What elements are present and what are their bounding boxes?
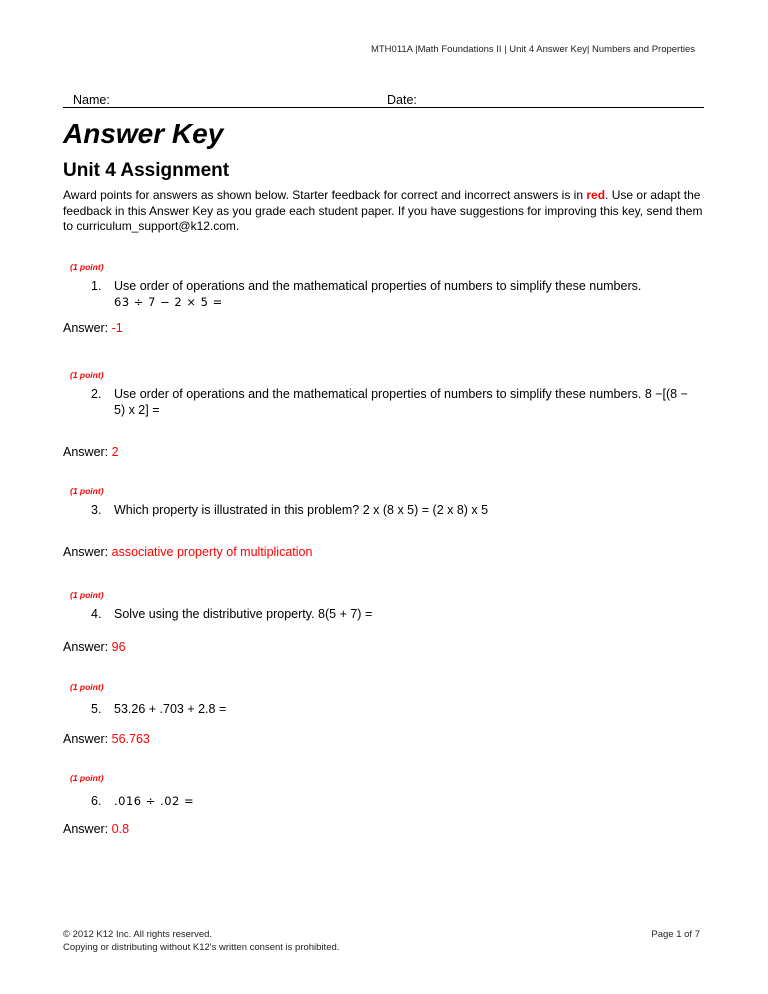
q3-answer [63, 545, 312, 559]
q2-answer-value: 2 [111, 445, 119, 459]
footer [63, 929, 339, 954]
assignment-subtitle: Unit 4 Assignment [63, 160, 230, 181]
q5-text: 53.26 + .703 + 2.8 = [114, 702, 227, 716]
q3-question [91, 503, 711, 519]
footer-copyright: © 2012 K12 Inc. All rights reserved. [63, 929, 213, 940]
date-label: Date: [387, 93, 417, 107]
q6-text: .016 ÷ .02 = [114, 794, 195, 808]
q1-expression: 63 ÷ 7 − 2 × 5 = [114, 294, 223, 309]
q2-answer [63, 445, 119, 459]
q6-number: 6. [91, 794, 102, 808]
q5-question [91, 702, 711, 718]
name-label: Name: [73, 93, 110, 107]
q1-answer-value: -1 [111, 321, 123, 335]
q5-number: 5. [91, 702, 102, 716]
q6-answer-label: Answer: [63, 822, 109, 836]
q4-points: (1 point) [70, 590, 104, 600]
q2-answer-label: Answer: [63, 445, 109, 459]
q3-text: Which property is illustrated in this problem? 2 x (8 x 5) = (2 x 8) x 5 [114, 503, 489, 517]
q1-answer-label: Answer: [63, 321, 109, 335]
intro-text-2: . Use or adapt the feedback in this Answer Key as you grade each student paper. If you have suggestions for improving this key, send them to curriculum_support@k12.com. [63, 188, 703, 233]
q5-answer-value: 56.763 [111, 732, 150, 746]
intro-paragraph [63, 188, 713, 235]
q2-question [91, 387, 711, 418]
page-number: Page 1 of 7 [651, 929, 700, 940]
intro-red-word: red [586, 188, 606, 202]
q4-answer-value: 96 [111, 640, 126, 654]
q5-points: (1 point) [70, 682, 104, 692]
q1-question [91, 279, 711, 310]
q2-number: 2. [91, 387, 102, 401]
page-title: Answer Key [63, 118, 224, 149]
q2-points: (1 point) [70, 370, 104, 380]
q3-points: (1 point) [70, 486, 104, 496]
q5-answer [63, 732, 150, 746]
q3-answer-value: associative property of multiplication [111, 545, 313, 559]
intro-text-1: Award points for answers as shown below. Starter feedback for correct and incorrect answers is in [63, 188, 587, 202]
q6-answer-value: 0.8 [111, 822, 130, 836]
q2-text-cont: 5) x 2] = [114, 402, 160, 417]
q1-answer [63, 321, 123, 335]
running-header: MTH011A |Math Foundations II | Unit 4 Answer Key| Numbers and Properties [370, 44, 695, 55]
q6-question [91, 794, 711, 810]
q2-text: Use order of operations and the mathematical properties of numbers to simplify these numbers. 8 −[(8 − [114, 387, 688, 401]
header-divider [63, 107, 704, 108]
q4-answer [63, 640, 126, 654]
q4-answer-label: Answer: [63, 640, 109, 654]
footer-notice: Copying or distributing without K12's written consent is prohibited. [63, 941, 340, 953]
q1-points: (1 point) [70, 262, 104, 272]
q3-answer-label: Answer: [63, 545, 109, 559]
q5-answer-label: Answer: [63, 732, 109, 746]
q1-text: Use order of operations and the mathematical properties of numbers to simplify these numbers. [114, 279, 642, 293]
q4-text: Solve using the distributive property. 8(5 + 7) = [114, 607, 373, 621]
q3-number: 3. [91, 503, 102, 517]
q6-points: (1 point) [70, 773, 104, 783]
q1-number: 1. [91, 279, 102, 293]
q6-answer [63, 822, 129, 836]
q4-question [91, 607, 711, 623]
q4-number: 4. [91, 607, 102, 621]
